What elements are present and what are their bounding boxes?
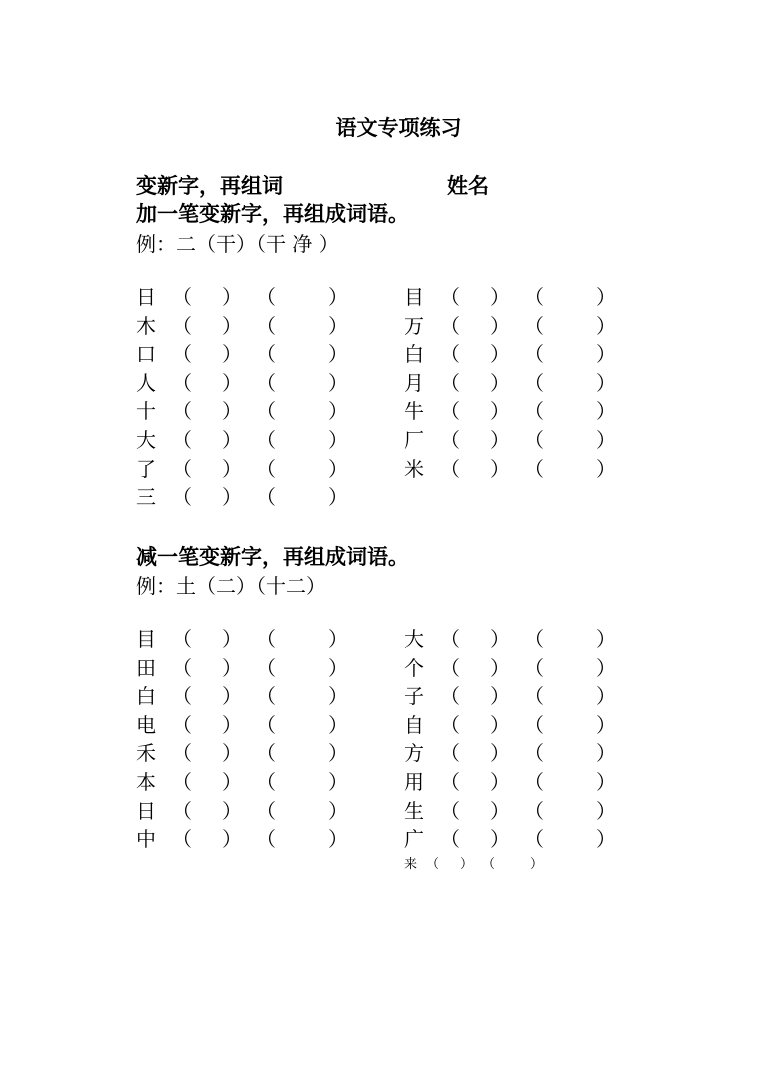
exercise-character: 方 xyxy=(404,741,424,766)
close-bracket: ） xyxy=(596,627,616,651)
exercise-character: 日 xyxy=(136,798,156,823)
close-bracket: ） xyxy=(222,342,242,367)
close-bracket: ） xyxy=(328,285,348,309)
close-bracket: ） xyxy=(222,712,242,737)
open-bracket: （ xyxy=(172,342,192,367)
close-bracket: ） xyxy=(328,399,348,424)
open-bracket: （ xyxy=(256,370,276,395)
exercise-character: 米 xyxy=(404,456,424,481)
open-bracket: （ xyxy=(172,627,192,651)
open-bracket: （ xyxy=(440,428,460,452)
close-bracket: ） xyxy=(490,428,510,452)
section-heading: 变新字，再组词 xyxy=(136,174,283,198)
close-bracket: ） xyxy=(490,399,510,424)
close-bracket: ） xyxy=(490,627,510,651)
exercise-character: 广 xyxy=(404,827,424,852)
close-bracket: ） xyxy=(328,798,348,823)
open-bracket: （ xyxy=(256,428,276,452)
open-bracket: （ xyxy=(256,827,276,852)
exercise-character: 子 xyxy=(404,684,424,709)
open-bracket: （ xyxy=(440,770,460,794)
close-bracket: ） xyxy=(328,428,348,452)
page-title: 语文专项练习 xyxy=(335,116,462,140)
exercise-character: 了 xyxy=(136,456,156,481)
exercise-character: 厂 xyxy=(404,428,424,452)
close-bracket: ） xyxy=(222,313,242,338)
close-bracket: ） xyxy=(490,285,510,309)
exercise-character: 三 xyxy=(136,485,156,510)
close-bracket: ） xyxy=(596,684,616,709)
close-bracket: ） xyxy=(596,456,616,481)
close-bracket: ） xyxy=(222,798,242,823)
close-bracket: ） xyxy=(328,456,348,481)
close-bracket: ） xyxy=(222,627,242,651)
exercise-character: 口 xyxy=(136,342,156,367)
close-bracket: ） xyxy=(222,655,242,680)
open-bracket: （ xyxy=(172,798,192,823)
open-bracket: （ xyxy=(440,456,460,481)
close-bracket: ） xyxy=(222,456,242,481)
close-bracket: ） xyxy=(490,342,510,367)
exercise-character: 禾 xyxy=(136,741,156,766)
exercise-character: 用 xyxy=(404,770,424,794)
close-bracket: ） xyxy=(490,313,510,338)
open-bracket: （ xyxy=(440,655,460,680)
close-bracket: ） xyxy=(222,428,242,452)
exercise-character: 人 xyxy=(136,370,156,395)
remove-stroke-example: 例：土（二）（十二） xyxy=(136,574,326,598)
open-bracket: （ xyxy=(524,741,544,766)
open-bracket: （ xyxy=(256,798,276,823)
open-bracket: （ xyxy=(172,741,192,766)
exercise-character: 电 xyxy=(136,712,156,737)
exercise-character: 牛 xyxy=(404,399,424,424)
close-bracket: ） xyxy=(328,655,348,680)
close-bracket: ） xyxy=(222,370,242,395)
exercise-character: 月 xyxy=(404,370,424,395)
open-bracket: （ xyxy=(440,370,460,395)
open-bracket: （ xyxy=(172,428,192,452)
open-bracket: （ xyxy=(172,399,192,424)
open-bracket: （ xyxy=(440,798,460,823)
close-bracket: ） xyxy=(596,342,616,367)
remove-stroke-instruction: 减一笔变新字，再组成词语。 xyxy=(136,545,409,569)
close-bracket: ） xyxy=(530,857,544,872)
exercise-character: 田 xyxy=(136,655,156,680)
open-bracket: （ xyxy=(440,712,460,737)
open-bracket: （ xyxy=(524,428,544,452)
close-bracket: ） xyxy=(490,741,510,766)
open-bracket: （ xyxy=(172,313,192,338)
close-bracket: ） xyxy=(328,370,348,395)
open-bracket: （ xyxy=(256,684,276,709)
open-bracket: （ xyxy=(256,741,276,766)
close-bracket: ） xyxy=(222,827,242,852)
close-bracket: ） xyxy=(222,285,242,309)
open-bracket: （ xyxy=(172,712,192,737)
open-bracket: （ xyxy=(256,342,276,367)
open-bracket: （ xyxy=(172,655,192,680)
close-bracket: ） xyxy=(222,741,242,766)
close-bracket: ） xyxy=(460,857,474,872)
exercise-character: 生 xyxy=(404,798,424,823)
close-bracket: ） xyxy=(596,399,616,424)
exercise-character: 万 xyxy=(404,313,424,338)
open-bracket: （ xyxy=(440,827,460,852)
exercise-character: 个 xyxy=(404,655,424,680)
close-bracket: ） xyxy=(596,285,616,309)
open-bracket: （ xyxy=(172,684,192,709)
open-bracket: （ xyxy=(524,712,544,737)
close-bracket: ） xyxy=(328,827,348,852)
exercise-character: 十 xyxy=(136,399,156,424)
open-bracket: （ xyxy=(172,285,192,309)
exercise-character: 白 xyxy=(404,342,424,367)
close-bracket: ） xyxy=(596,741,616,766)
open-bracket: （ xyxy=(172,770,192,794)
close-bracket: ） xyxy=(596,313,616,338)
open-bracket: （ xyxy=(524,313,544,338)
close-bracket: ） xyxy=(490,456,510,481)
exercise-character: 中 xyxy=(136,827,156,852)
open-bracket: （ xyxy=(256,770,276,794)
close-bracket: ） xyxy=(596,712,616,737)
close-bracket: ） xyxy=(596,770,616,794)
add-stroke-example: 例：二（干）（干 净 ） xyxy=(136,232,339,256)
open-bracket: （ xyxy=(172,456,192,481)
open-bracket: （ xyxy=(440,399,460,424)
open-bracket: （ xyxy=(524,456,544,481)
close-bracket: ） xyxy=(596,370,616,395)
close-bracket: ） xyxy=(222,485,242,510)
open-bracket: （ xyxy=(172,827,192,852)
open-bracket: （ xyxy=(524,798,544,823)
open-bracket: （ xyxy=(256,456,276,481)
close-bracket: ） xyxy=(596,428,616,452)
close-bracket: ） xyxy=(328,313,348,338)
close-bracket: ） xyxy=(490,655,510,680)
exercise-character: 目 xyxy=(404,285,424,309)
close-bracket: ） xyxy=(328,627,348,651)
exercise-character: 木 xyxy=(136,313,156,338)
open-bracket: （ xyxy=(524,285,544,309)
close-bracket: ） xyxy=(596,827,616,852)
open-bracket: （ xyxy=(256,627,276,651)
open-bracket: （ xyxy=(440,627,460,651)
open-bracket: （ xyxy=(440,741,460,766)
close-bracket: ） xyxy=(596,798,616,823)
exercise-character: 来 xyxy=(404,857,418,872)
open-bracket: （ xyxy=(524,655,544,680)
close-bracket: ） xyxy=(328,770,348,794)
open-bracket: （ xyxy=(440,285,460,309)
close-bracket: ） xyxy=(490,798,510,823)
name-label: 姓名 xyxy=(447,174,489,198)
open-bracket: （ xyxy=(524,342,544,367)
exercise-character: 自 xyxy=(404,712,424,737)
exercise-character: 大 xyxy=(404,627,424,651)
exercise-character: 日 xyxy=(136,285,156,309)
open-bracket: （ xyxy=(524,827,544,852)
open-bracket: （ xyxy=(524,370,544,395)
close-bracket: ） xyxy=(328,342,348,367)
open-bracket: （ xyxy=(256,712,276,737)
close-bracket: ） xyxy=(490,370,510,395)
close-bracket: ） xyxy=(490,827,510,852)
close-bracket: ） xyxy=(596,655,616,680)
close-bracket: ） xyxy=(328,684,348,709)
open-bracket: （ xyxy=(256,655,276,680)
open-bracket: （ xyxy=(524,627,544,651)
close-bracket: ） xyxy=(222,399,242,424)
open-bracket: （ xyxy=(256,485,276,510)
open-bracket: （ xyxy=(524,684,544,709)
close-bracket: ） xyxy=(490,712,510,737)
close-bracket: ） xyxy=(328,741,348,766)
open-bracket: （ xyxy=(172,370,192,395)
open-bracket: （ xyxy=(524,770,544,794)
close-bracket: ） xyxy=(328,485,348,510)
exercise-character: 本 xyxy=(136,770,156,794)
open-bracket: （ xyxy=(524,399,544,424)
close-bracket: ） xyxy=(328,712,348,737)
close-bracket: ） xyxy=(490,770,510,794)
open-bracket: （ xyxy=(426,857,440,872)
exercise-character: 大 xyxy=(136,428,156,452)
open-bracket: （ xyxy=(440,684,460,709)
open-bracket: （ xyxy=(440,342,460,367)
open-bracket: （ xyxy=(482,857,496,872)
close-bracket: ） xyxy=(222,770,242,794)
exercise-character: 目 xyxy=(136,627,156,651)
open-bracket: （ xyxy=(256,285,276,309)
close-bracket: ） xyxy=(222,684,242,709)
open-bracket: （ xyxy=(256,313,276,338)
close-bracket: ） xyxy=(490,684,510,709)
exercise-character: 白 xyxy=(136,684,156,709)
add-stroke-instruction: 加一笔变新字，再组成词语。 xyxy=(136,202,409,226)
open-bracket: （ xyxy=(440,313,460,338)
open-bracket: （ xyxy=(256,399,276,424)
open-bracket: （ xyxy=(172,485,192,510)
